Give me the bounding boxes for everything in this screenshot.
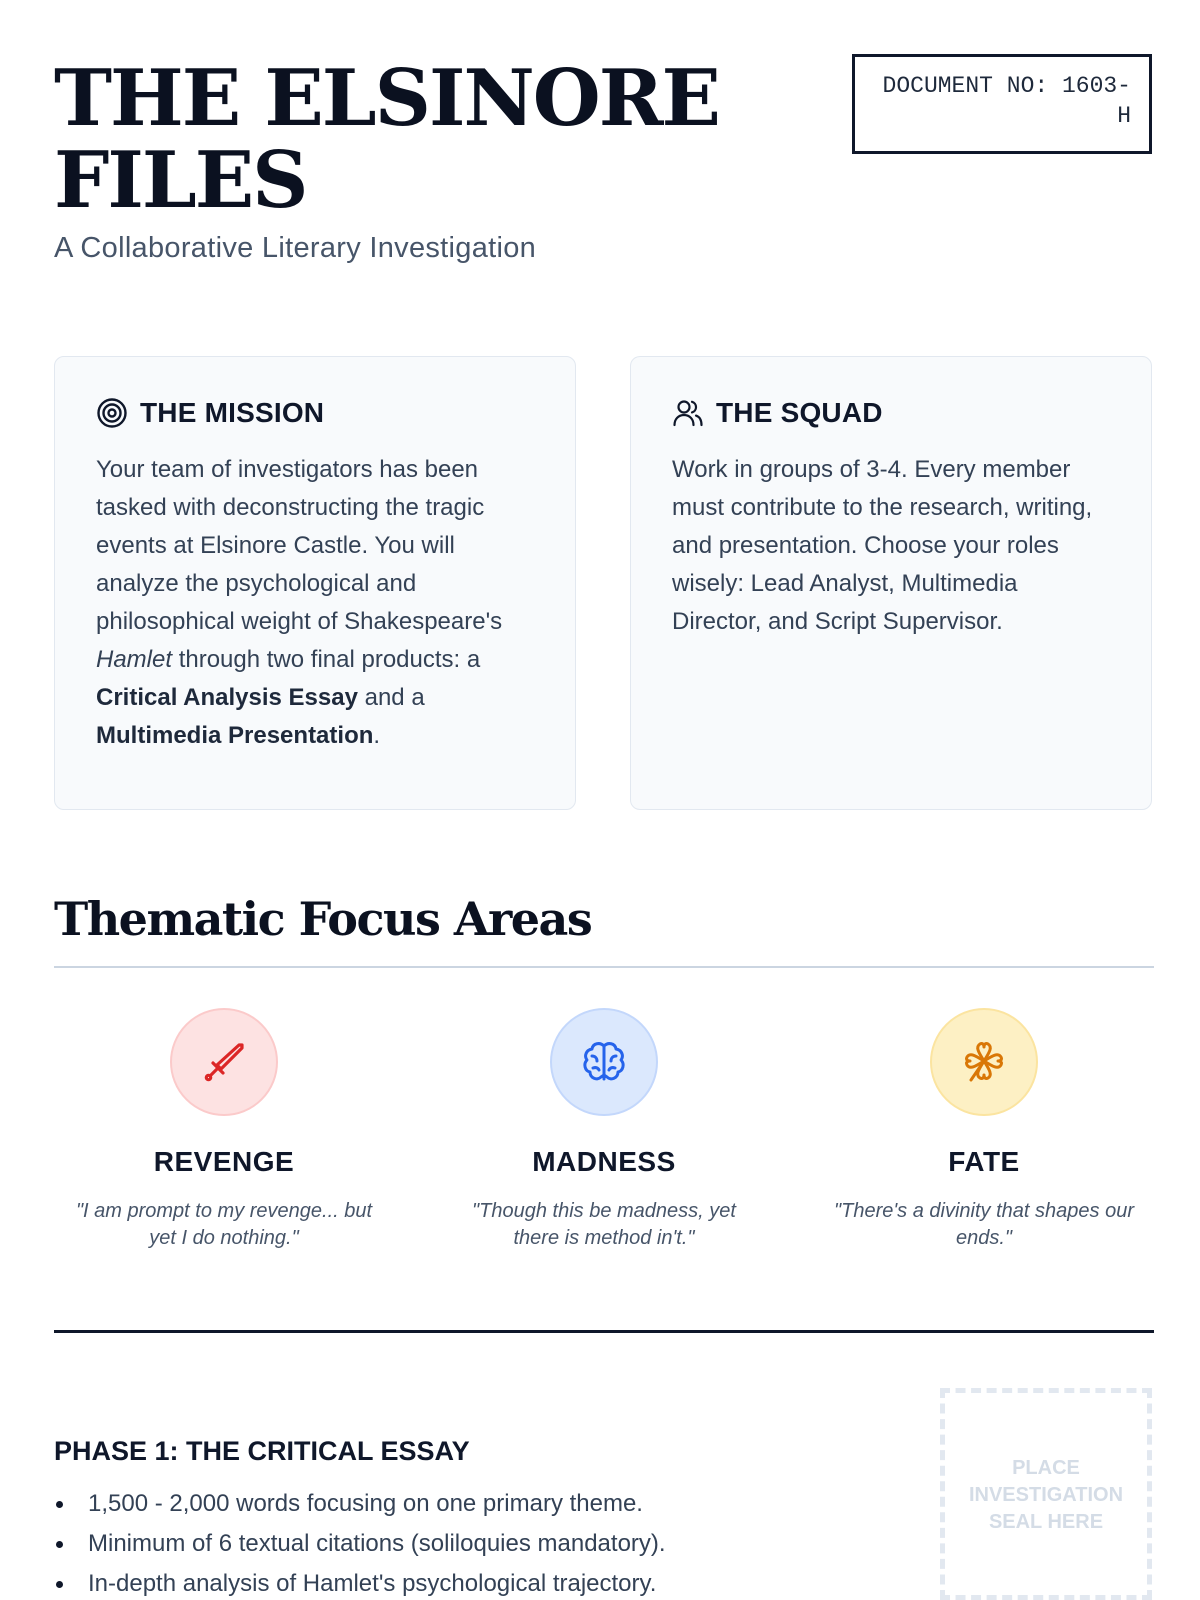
product-essay: Critical Analysis Essay: [96, 684, 358, 711]
brain-icon: [579, 1037, 629, 1087]
mission-text: Your team of investigators has been tasked with deconstructing the tragic events at Elsinore Castle. You will analyze the psychological and philosophical weight of Shakespeare's Hamlet through two final products: a Critical Analysis Essay and a Multimedia Presentation.: [96, 456, 503, 749]
page-title: THE ELSINORE FILES: [54, 53, 719, 226]
theme-icon-circle: [170, 1008, 278, 1116]
users-icon: [672, 397, 704, 429]
mission-card: [54, 356, 576, 810]
squad-card: [630, 356, 1152, 810]
bullet-icon: [56, 1501, 63, 1508]
theme-name: MADNESS: [532, 1146, 676, 1177]
theme-name: FATE: [948, 1146, 1020, 1177]
theme-quote: "I am prompt to my revenge... but yet I do nothing.": [75, 1200, 373, 1249]
squad-card-header: [672, 397, 1111, 429]
list-item: In-depth analysis of Hamlet's psychological trajectory.: [54, 1564, 874, 1600]
list-item: Minimum of 6 textual citations (soliloquies mandatory).: [54, 1524, 874, 1564]
investigation-seal-placeholder: PLACE INVESTIGATION SEAL HERE: [940, 1388, 1152, 1600]
phase1-requirements-list: [54, 1484, 874, 1600]
phase1-title: PHASE 1: THE CRITICAL ESSAY: [54, 1436, 470, 1466]
theme-revenge: [54, 1008, 394, 1252]
product-presentation: Multimedia Presentation: [96, 722, 374, 749]
theme-icon-circle: [930, 1008, 1038, 1116]
clover-icon: [959, 1037, 1009, 1087]
theme-quote: "Though this be madness, yet there is method in't.": [472, 1200, 736, 1249]
mission-card-header: [96, 397, 535, 429]
play-title: Hamlet: [96, 646, 173, 673]
page-subtitle: A Collaborative Literary Investigation: [54, 232, 537, 264]
theme-icon-circle: [550, 1008, 658, 1116]
theme-name: REVENGE: [153, 1146, 295, 1177]
squad-title: THE SQUAD: [716, 397, 883, 428]
list-item: 1,500 - 2,000 words focusing on one primary theme.: [54, 1484, 874, 1524]
theme-quote: "There's a divinity that shapes our ends.": [834, 1200, 1134, 1249]
theme-fate: [814, 1008, 1154, 1252]
sword-icon: [199, 1037, 249, 1087]
document-number-box: DOCUMENT NO: 1603-H: [852, 54, 1152, 154]
themes-heading: Thematic Focus Areas: [54, 892, 592, 946]
bullet-icon: [56, 1581, 63, 1588]
mission-title: THE MISSION: [140, 397, 325, 428]
section-divider: [54, 966, 1154, 968]
theme-madness: [434, 1008, 774, 1252]
section-divider-thick: [54, 1330, 1154, 1333]
squad-text: Work in groups of 3-4. Every member must contribute to the research, writing, and presentation. Choose your roles wisely: Lead Analyst, Multimedia Director, and Script Supervisor.: [672, 456, 1093, 635]
target-icon: [96, 397, 128, 429]
bullet-icon: [56, 1541, 63, 1548]
